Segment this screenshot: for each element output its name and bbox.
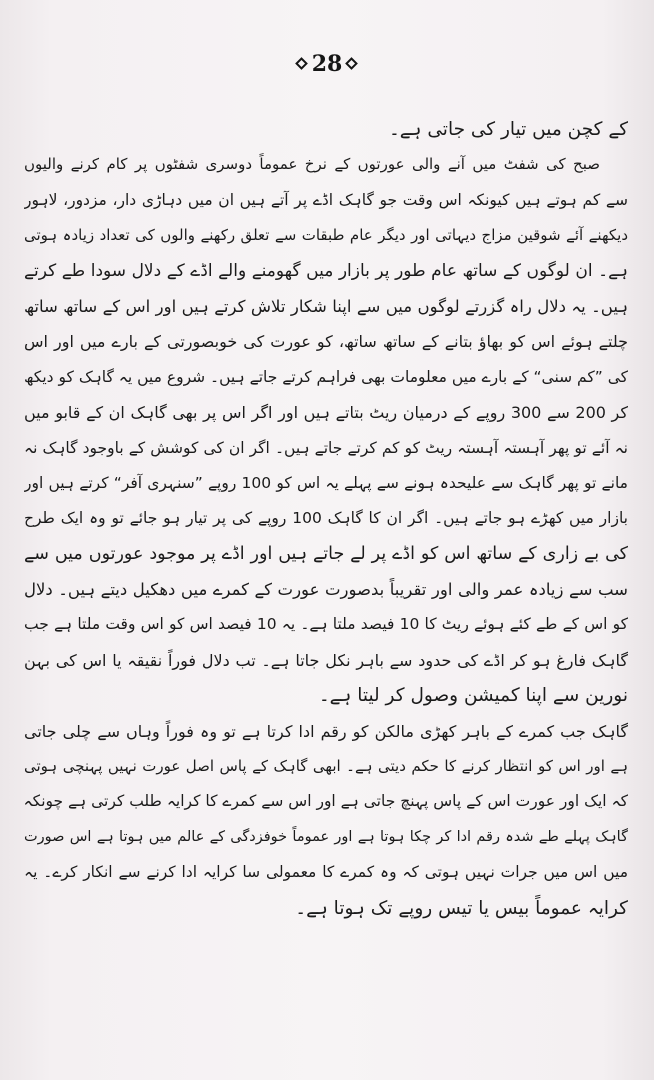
text-line: کی بے زاری کے ساتھ اس کو اڈے پر لے جاتے ہیں اور اڈے پر موجود عورتوں میں سے [24,543,628,564]
text-line: مانے تو پھر گاہک سے علیحدہ ہونے سے پہلے یہ اس کو 100 روپے ”سنہری آفر“ کرتے ہیں اور [24,473,628,492]
text-line: کرایہ عموماً بیس یا تیس روپے تک ہوتا ہے۔ [295,897,628,919]
text-line: میں اس میں جرات نہیں ہوتی کہ وہ کمرے کا معمولی سا کرایہ ادا کرنے سے انکار کرے۔ یہ [24,863,628,882]
text-line: نورین سے اپنا کمیشن وصول کر لیتا ہے۔ [318,685,628,707]
ornament-left-icon [345,57,359,71]
text-line: کو اس کے طے کئے ہوئے ریٹ کا 10 فیصد ملتا ہے۔ یہ 10 فیصد اس کو اس وقت ملتا ہے جب [24,615,628,634]
text-line: کر 200 سے 300 روپے کے درمیان ریٹ بتاتے ہیں اور اگر اس پر بھی گاہک ان کے قابو میں [24,403,628,423]
text-line: ہے۔ ان لوگوں کے ساتھ عام طور پر بازار میں گھومنے والے اڈے کے دلال سودا طے کرتے [24,260,628,281]
body-text [24,112,628,926]
text-line: ہیں۔ یہ دلال راہ گزرتے لوگوں میں سے اپنا شکار تلاش کرتے ہیں اور اس کے ساتھ ساتھ [24,296,628,316]
text-line: چلتے ہوئے اس کو بھاؤ بتانے کے ساتھ ساتھ، کو عورت کی خوبصورتی کے بارے میں اور اس [24,332,628,352]
text-line: گاہک فارغ ہو کر اڈے کی حدود سے باہر نکل جاتا ہے۔ تب دلال فوراً نقیقہ یا اس کی بہن [24,650,628,670]
text-line: گاہک پہلے طے شدہ رقم ادا کر چکا ہوتا ہے اور عموماً خوفزدگی کے عالم میں ہوتا ہے اس صورت [24,828,628,845]
text-line: بازار میں کھڑے ہو جاتے ہیں۔ اگر ان کا گاہک 100 روپے کی پر تیار ہو جائے تو وہ ایک طرح [24,509,628,528]
page-number: 28 [311,51,343,77]
text-line: دیکھنے آئے شوقین مزاج دیہاتی اور دیگر عام طبقات سے تعلق رکھنے والوں کی تعداد زیادہ ہوتی [24,226,628,245]
text-line: صبح کی شفٹ میں آنے والی عورتوں کے نرخ عموماً دوسری شفٹوں پر کام کرنے والیوں [24,155,600,174]
text-line: سے کم ہوتے ہیں کیونکہ اس وقت جو گاہک اڈے پر آتے ہیں ان میں دہاڑی دار، مزدور، لاہور [24,190,628,209]
ornament-right-icon [295,57,309,71]
text-line: گاہک جب کمرے کے باہر کھڑی مالکن کو رقم ادا کرتا ہے تو وہ فوراً وہاں سے چلی جاتی [24,721,628,741]
text-line: ہے اور اس کو انتظار کرنے کا حکم دیتی ہے۔ ابھی گاہک کے پاس اصل عورت نہیں پہنچی ہوتی [24,757,628,776]
page-number-header [0,44,654,84]
text-line: کہ ایک اور عورت اس کے پاس پہنچ جاتی ہے اور اس سے کمرے کا کرایہ طلب کرتی ہے چونکہ [24,792,628,811]
text-line: سب سے زیادہ عمر والی اور تقریباً بدصورت عورت کے کمرے میں دھکیل دیتے ہیں۔ دلال [24,580,628,600]
text-line: کے کچن میں تیار کی جاتی ہے۔ [388,119,628,140]
text-line: نہ آئے تو پھر آہستہ آہستہ ریٹ کو کم کرتے جاتے ہیں۔ اگر ان کی کوشش کے باوجود گاہک نہ [24,438,628,457]
text-line: کی ”کم سنی“ کے بارے میں معلومات بھی فراہم کرتے جاتے ہیں۔ شروع میں یہ گاہک کو دیکھ [24,367,628,386]
